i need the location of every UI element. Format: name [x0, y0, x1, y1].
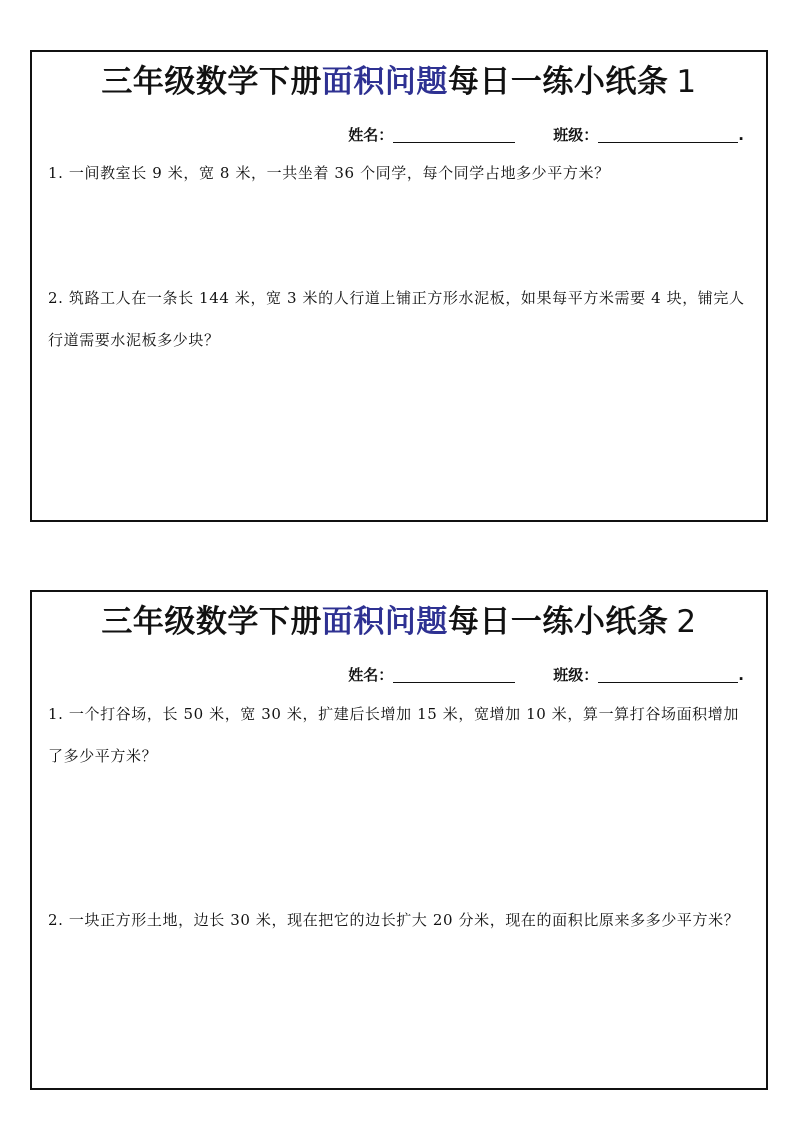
worksheet-card-2: [30, 590, 768, 1090]
name-blank-line[interactable]: [393, 126, 515, 143]
worksheet-card-1: [30, 50, 768, 522]
title-number: 2: [676, 604, 697, 640]
title-number: 1: [676, 64, 697, 100]
class-label: 班级：: [553, 666, 599, 684]
title-highlight: 面积问题: [321, 604, 448, 640]
name-label: 姓名：: [348, 666, 394, 684]
name-blank-line[interactable]: [393, 666, 515, 683]
student-info-row: [348, 124, 744, 146]
question-2: 2. 一块正方形土地，边长 30 米，现在把它的边长扩大 20 分米，现在的面积比原来多多少平方米？: [48, 911, 740, 929]
name-label: 姓名：: [348, 126, 394, 144]
title-suffix: 每日一练小纸条: [447, 604, 669, 640]
title-highlight: 面积问题: [321, 64, 448, 100]
card-title: [32, 62, 766, 102]
class-label: 班级：: [553, 126, 599, 144]
question-2: 2. 筑路工人在一条长 144 米，宽 3 米的人行道上铺正方形水泥板，如果每平方米需要 4 块，铺完人行道需要水泥板多少块？: [48, 289, 745, 349]
question-1: 1. 一个打谷场，长 50 米，宽 30 米，扩建后长增加 15 米，宽增加 10 米，算一算打谷场面积增加了多少平方米？: [48, 705, 739, 765]
student-info-row: [348, 664, 744, 686]
question-1: 1. 一间教室长 9 米，宽 8 米，一共坐着 36 个同学，每个同学占地多少平方米？: [48, 164, 610, 182]
info-period: .: [738, 126, 744, 144]
card-title: [32, 602, 766, 642]
title-prefix: 三年级数学下册: [101, 64, 322, 100]
title-prefix: 三年级数学下册: [101, 604, 322, 640]
title-suffix: 每日一练小纸条: [447, 64, 669, 100]
info-period: .: [738, 666, 744, 684]
class-blank-line[interactable]: [598, 126, 738, 143]
class-blank-line[interactable]: [598, 666, 738, 683]
